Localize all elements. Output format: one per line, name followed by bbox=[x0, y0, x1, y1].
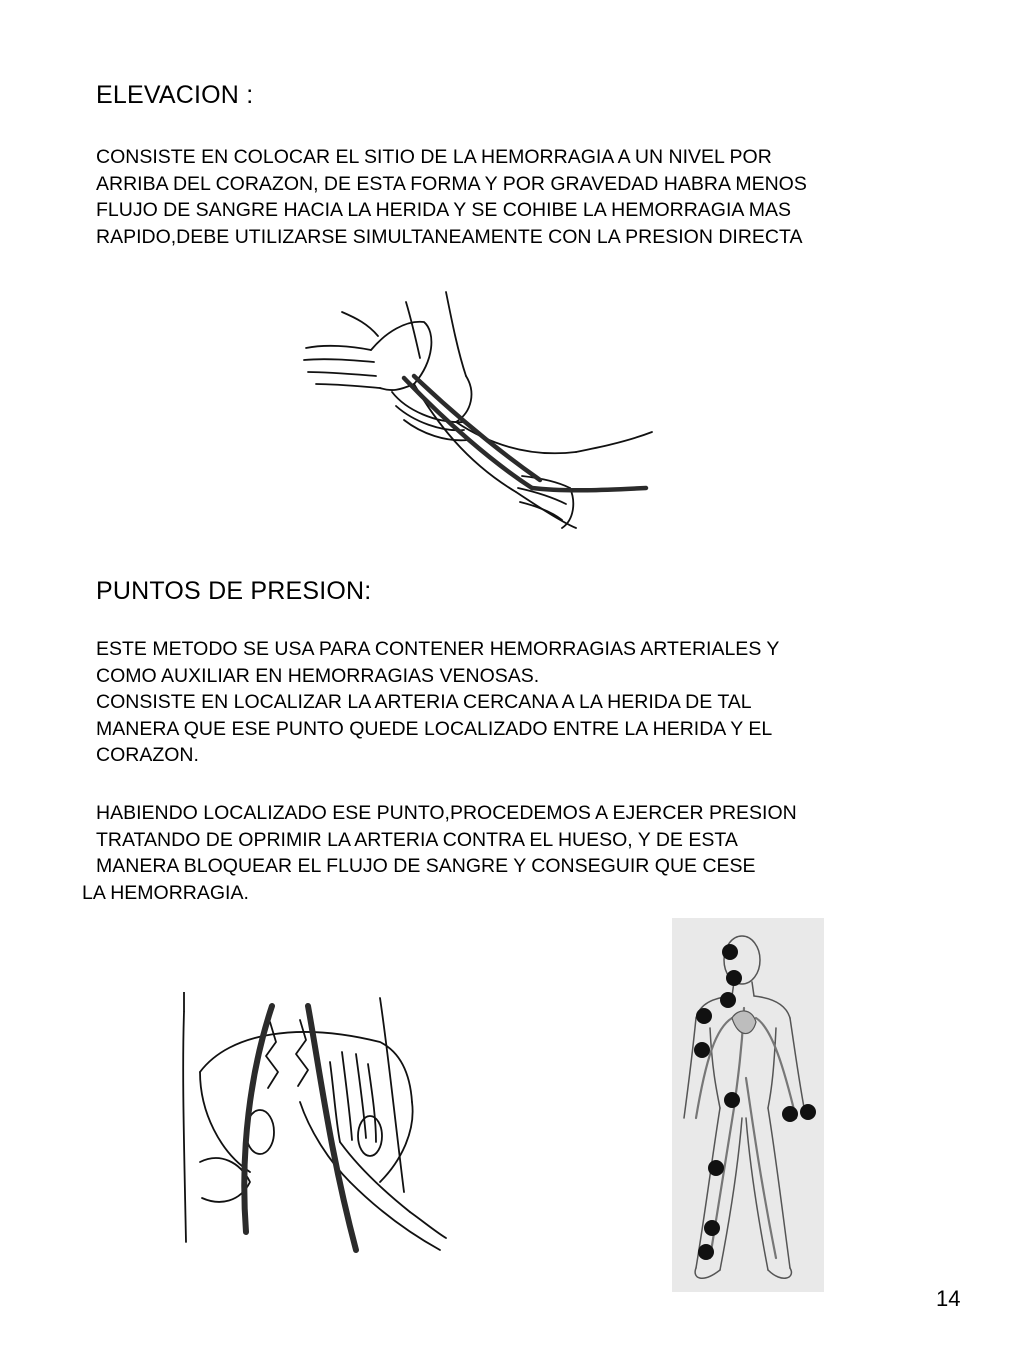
text-line: FLUJO DE SANGRE HACIA LA HERIDA Y SE COHIBE LA HEMORRAGIA MAS bbox=[96, 199, 791, 221]
pressure-point-dot bbox=[696, 1008, 712, 1024]
pressure-point-dot bbox=[704, 1220, 720, 1236]
text-line: MANERA QUE ESE PUNTO QUEDE LOCALIZADO ENTRE LA HERIDA Y EL bbox=[96, 717, 773, 740]
text-line: MANERA BLOQUEAR EL FLUJO DE SANGRE Y CONSEGUIR QUE CESE bbox=[96, 855, 756, 877]
puntos-presion-heading: PUNTOS DE PRESION: bbox=[96, 577, 372, 605]
text-line: ESTE METODO SE USA PARA CONTENER HEMORRAGIAS ARTERIALES Y bbox=[96, 638, 780, 660]
text-line: LA HEMORRAGIA. bbox=[82, 881, 249, 904]
puntos-presion-paragraph-2 bbox=[82, 800, 797, 906]
text-line: RAPIDO,DEBE UTILIZARSE SIMULTANEAMENTE CON LA PRESION DIRECTA bbox=[96, 225, 803, 248]
text-line: CONSISTE EN COLOCAR EL SITIO DE LA HEMORRAGIA A UN NIVEL POR bbox=[96, 146, 772, 168]
text-line: TRATANDO DE OPRIMIR LA ARTERIA CONTRA EL HUESO, Y DE ESTA bbox=[96, 828, 738, 851]
text-line: CORAZON. bbox=[96, 744, 199, 766]
pressure-point-dot bbox=[722, 944, 738, 960]
pressure-point-dot bbox=[720, 992, 736, 1008]
text-line: HABIENDO LOCALIZADO ESE PUNTO,PROCEDEMOS A EJERCER PRESION bbox=[96, 802, 797, 824]
pressure-points-body-diagram bbox=[672, 918, 824, 1292]
femoral-pressure-illustration bbox=[180, 992, 448, 1254]
pressure-point-dot bbox=[800, 1104, 816, 1120]
pressure-point-dot bbox=[698, 1244, 714, 1260]
pressure-point-dot bbox=[782, 1106, 798, 1122]
puntos-presion-paragraph-1 bbox=[96, 636, 779, 769]
text-line: ARRIBA DEL CORAZON, DE ESTA FORMA Y POR GRAVEDAD HABRA MENOS bbox=[96, 172, 807, 195]
elevacion-heading: ELEVACION : bbox=[96, 81, 254, 109]
pressure-point-dot bbox=[694, 1042, 710, 1058]
text-line: CONSISTE EN LOCALIZAR LA ARTERIA CERCANA A LA HERIDA DE TAL bbox=[96, 691, 752, 713]
page-number: 14 bbox=[936, 1286, 961, 1311]
text-line: COMO AUXILIAR EN HEMORRAGIAS VENOSAS. bbox=[96, 664, 540, 687]
arm-elevation-illustration bbox=[296, 292, 656, 542]
pressure-point-dot bbox=[724, 1092, 740, 1108]
elevacion-paragraph bbox=[96, 144, 807, 250]
pressure-point-dot bbox=[726, 970, 742, 986]
pressure-point-dot bbox=[708, 1160, 724, 1176]
